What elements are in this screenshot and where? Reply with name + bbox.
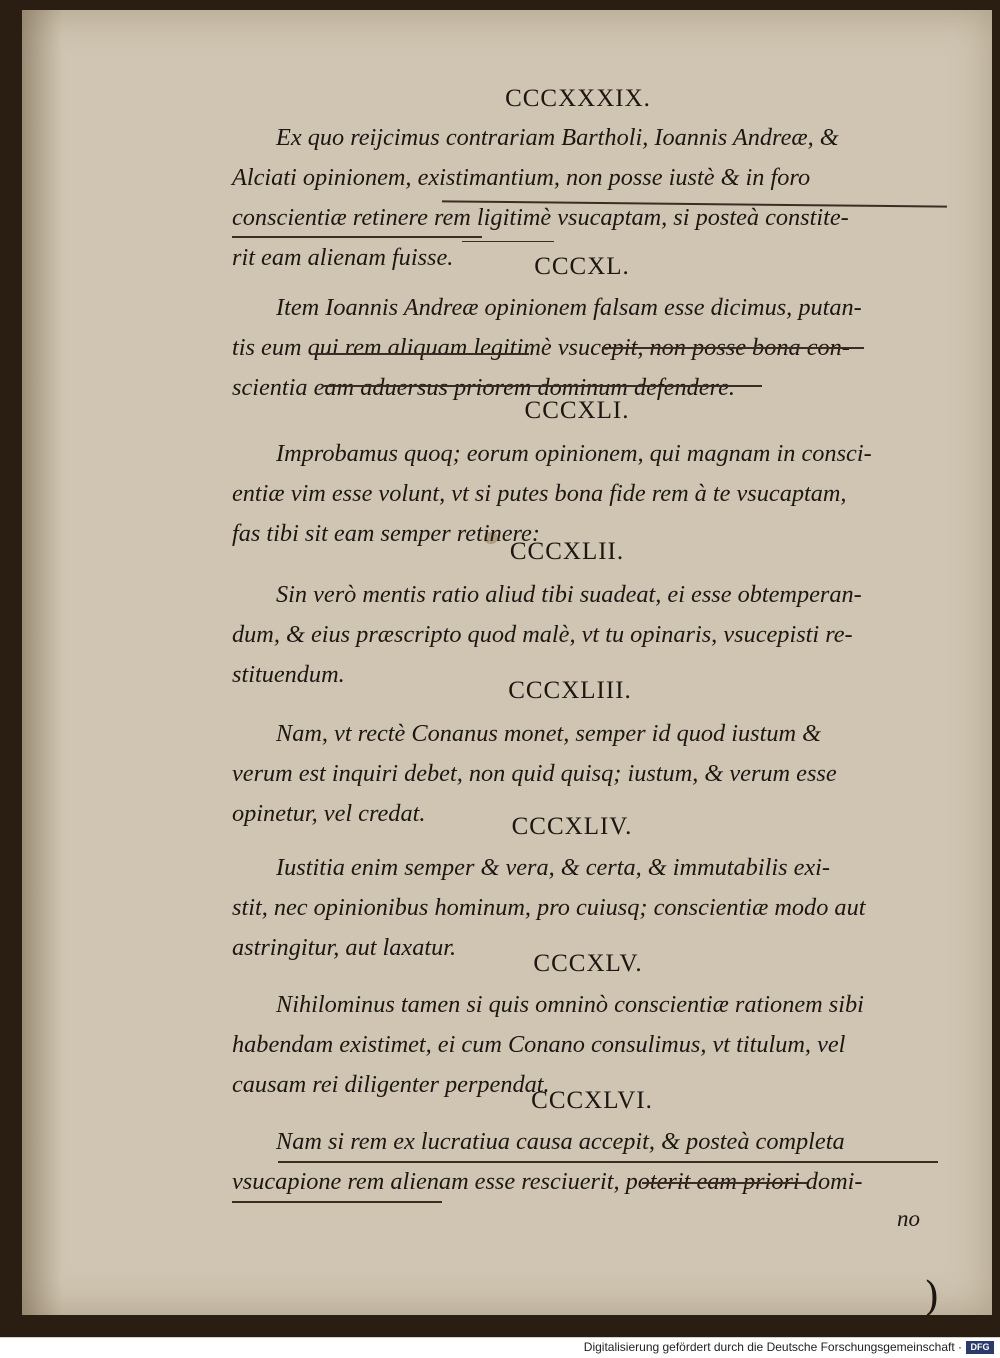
- text-line: entiæ vim esse volunt, vt si putes bona fide rem à te vsucaptam,: [232, 480, 847, 507]
- section-number: CCCXLIII.: [508, 677, 632, 704]
- book-page: [22, 10, 992, 1320]
- text-line: Nam si rem ex lucratiua causa accepit, & posteà completa: [276, 1128, 845, 1155]
- text-line: conscientiæ retinere rem ligitimè vsucaptam, si posteà constite-: [232, 204, 849, 231]
- ink-bracket-mark: ): [924, 1274, 940, 1320]
- text-line: stit, nec opinionibus hominum, pro cuiusq; conscientiæ modo aut: [232, 894, 866, 921]
- section-number: CCCXXXIX.: [505, 85, 651, 112]
- strikethrough-mark: [232, 236, 482, 238]
- strikethrough-mark: [322, 385, 762, 387]
- digitization-footer: [0, 1337, 1000, 1358]
- text-line: Alciati opinionem, existimantium, non posse iustè & in foro: [232, 164, 811, 191]
- text-line: habendam existimet, ei cum Conano consulimus, vt titulum, vel: [232, 1031, 846, 1058]
- underline-mark: [278, 1161, 938, 1163]
- text-line: fas tibi sit eam semper retinere:: [232, 520, 540, 547]
- text-line: tis eum qui rem aliquam legitimè vsucepit, non posse bona con-: [232, 334, 850, 361]
- text-line: causam rei diligenter perpendat.: [232, 1071, 550, 1098]
- dfg-logo-icon: DFG: [966, 1341, 994, 1354]
- section-number: CCCXLVI.: [531, 1087, 653, 1114]
- text-line: Iustitia enim semper & vera, & certa, & immutabilis exi-: [276, 854, 831, 881]
- text-line: astringitur, aut laxatur.: [232, 934, 457, 961]
- text-line: Sin verò mentis ratio aliud tibi suadeat, ei esse obtemperan-: [276, 581, 862, 608]
- paragraph: [232, 434, 944, 554]
- catchword: no: [897, 1206, 920, 1231]
- underline-mark: [314, 353, 529, 355]
- strikethrough-mark: [602, 347, 864, 349]
- text-line: Nihilominus tamen si quis omninò conscientiæ rationem sibi: [276, 991, 864, 1018]
- section-number: CCCXL.: [534, 253, 630, 280]
- section-number: CCCXLI.: [524, 397, 630, 424]
- text-line: Ex quo reijcimus contrariam Bartholi, Ioannis Andreæ, &: [276, 124, 839, 151]
- text-line: Improbamus quoq; eorum opinionem, qui magnam in consci-: [276, 440, 872, 467]
- text-line: scientia eam aduersus priorem dominum defendere.: [232, 374, 735, 401]
- strikethrough-mark: [642, 1182, 807, 1184]
- section-number: CCCXLV.: [533, 950, 643, 977]
- text-line: opinetur, vel credat.: [232, 800, 426, 827]
- underline-mark: [462, 241, 554, 242]
- text-line: verum est inquiri debet, non quid quisq; iustum, & verum esse: [232, 760, 837, 787]
- underline-mark: [232, 1201, 442, 1203]
- section-number: CCCXLIV.: [511, 813, 633, 840]
- text-line: rit eam alienam fuisse.: [232, 244, 454, 271]
- text-line: stituendum.: [232, 661, 345, 688]
- gutter-shadow: [22, 10, 62, 1315]
- footer-credit: Digitalisierung gefördert durch die Deutsche Forschungsgemeinschaft ·: [583, 1340, 962, 1354]
- section-number: CCCXLII.: [509, 538, 625, 565]
- text-line: Item Ioannis Andreæ opinionem falsam esse dicimus, putan-: [276, 294, 862, 321]
- text-line: vsucapione rem alienam esse resciuerit, poterit eam priori domi-: [232, 1168, 863, 1195]
- text-line: Nam, vt rectè Conanus monet, semper id quod iustum &: [276, 720, 822, 747]
- text-line: dum, & eius præscripto quod malè, vt tu opinaris, vsucepisti re-: [232, 621, 853, 648]
